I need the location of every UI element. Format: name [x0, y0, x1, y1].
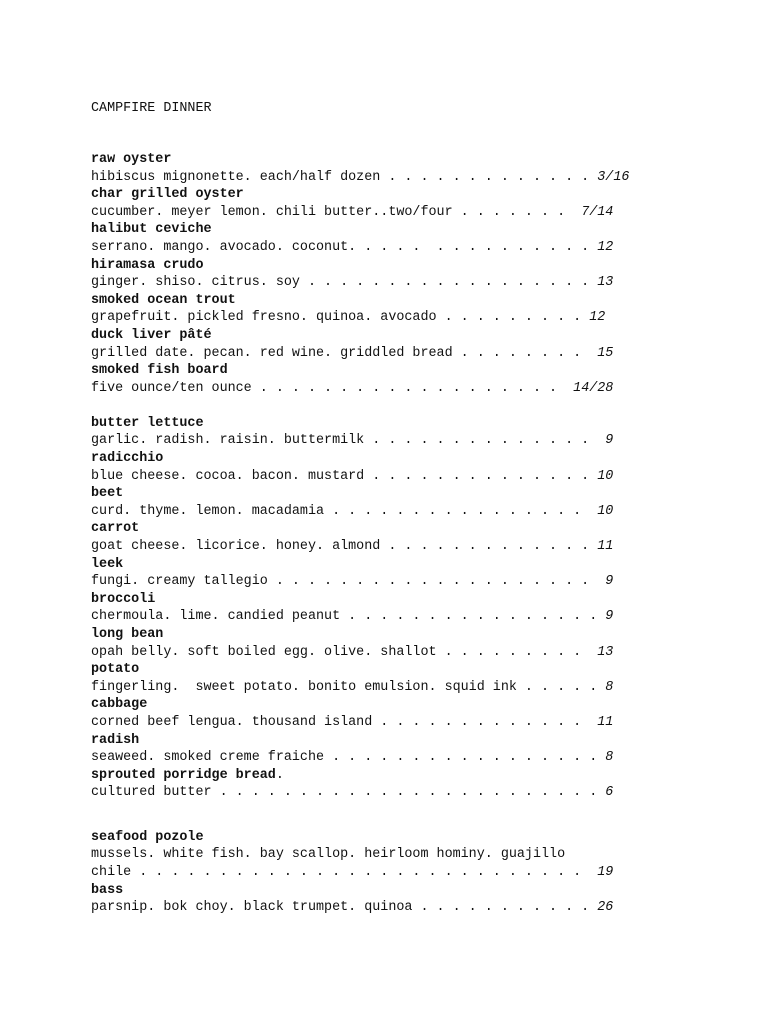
- menu-item-description: grilled date. pecan. red wine. griddled bread . . . . . . . .: [91, 345, 598, 361]
- menu-item-price: 7/14: [581, 204, 614, 220]
- menu-item-desc-row: [91, 239, 691, 257]
- menu-item-description: blue cheese. cocoa. bacon. mustard . . . . . . . . . . . . . .: [91, 468, 598, 484]
- menu-item-price: 9: [605, 609, 614, 625]
- menu-section: [91, 829, 691, 917]
- menu-item-price: 12: [589, 310, 606, 326]
- menu-item-name-row: [91, 732, 691, 750]
- menu-item-desc-row: [91, 204, 691, 222]
- menu-item: [91, 362, 691, 397]
- menu-item: [91, 767, 691, 802]
- menu-item-description: seaweed. smoked creme fraiche . . . . . . . . . . . . . . . . .: [91, 750, 606, 766]
- menu-item-price: 10: [597, 468, 614, 484]
- menu-item-desc-row: [91, 864, 691, 882]
- menu-item: [91, 829, 691, 882]
- menu-item-name: seafood pozole: [91, 829, 204, 845]
- menu-item-desc-row: [91, 309, 691, 327]
- menu-item-description: grapefruit. pickled fresno. quinoa. avocado . . . . . . . . .: [91, 310, 590, 326]
- menu-item-name-row: [91, 327, 691, 345]
- menu-item-price: 15: [597, 345, 614, 361]
- menu-item-description: serrano. mango. avocado. coconut. . . . . . . . . . . . . . .: [91, 239, 598, 255]
- menu-item-name: radish: [91, 732, 140, 748]
- menu-item-name-row: [91, 292, 691, 310]
- menu-item-name-row: [91, 882, 691, 900]
- menu-item-price: 12: [597, 239, 614, 255]
- menu-item: [91, 257, 691, 292]
- menu-item-name: bass: [91, 882, 124, 898]
- menu-item-name-row: [91, 221, 691, 239]
- menu-item-name: butter lettuce: [91, 415, 204, 431]
- menu-item-name: sprouted porridge bread: [91, 767, 276, 783]
- menu-item-price: 13: [597, 644, 614, 660]
- menu-item-name-row: [91, 520, 691, 538]
- menu-section: [91, 415, 691, 802]
- menu-item-name-row: [91, 626, 691, 644]
- menu-item-name-row: [91, 696, 691, 714]
- menu-item-name-row: [91, 257, 691, 275]
- menu-item-desc-row: [91, 784, 691, 802]
- menu-item-name: radicchio: [91, 451, 164, 466]
- menu-item-name-row: [91, 661, 691, 679]
- menu-item-desc-row: [91, 503, 691, 521]
- menu-item-name: carrot: [91, 521, 140, 537]
- menu-item: [91, 186, 691, 221]
- menu-item-description-continued: chile . . . . . . . . . . . . . . . . . . . . . . . . . . . .: [91, 865, 598, 881]
- menu-item: [91, 882, 691, 917]
- menu-item-name: smoked ocean trout: [91, 292, 236, 308]
- menu-item-price: 10: [597, 503, 614, 519]
- menu-item-price: 9: [605, 574, 614, 590]
- menu-item-description: corned beef lengua. thousand island . . . . . . . . . . . . .: [91, 714, 598, 730]
- menu-item-name: long bean: [91, 626, 164, 642]
- menu-item: [91, 292, 691, 327]
- menu-item-description: parsnip. bok choy. black trumpet. quinoa . . . . . . . . . . .: [91, 900, 598, 916]
- menu-item-price: 3/16: [597, 169, 630, 185]
- menu-item-price: 19: [597, 865, 614, 881]
- menu-item-price: 6: [605, 785, 614, 801]
- menu-item: [91, 591, 691, 626]
- menu-item: [91, 415, 691, 450]
- menu-item-name: halibut ceviche: [91, 222, 212, 238]
- menu-item-desc-row: [91, 538, 691, 556]
- menu-item-name-row: [91, 450, 691, 468]
- menu-item-name: cabbage: [91, 697, 148, 713]
- menu-item-desc-row: [91, 679, 691, 697]
- menu-item-description: chermoula. lime. candied peanut . . . . . . . . . . . . . . . .: [91, 609, 606, 625]
- menu-item-name-row: [91, 151, 691, 169]
- menu-item: [91, 696, 691, 731]
- menu-item-desc-row: [91, 846, 691, 864]
- menu-item-name-row: [91, 591, 691, 609]
- menu-item-price: 14/28: [573, 380, 614, 396]
- menu-item-name: duck liver pâté: [91, 327, 212, 343]
- menu-page: [91, 100, 691, 917]
- menu-item-desc-row: [91, 380, 691, 398]
- menu-sections: [91, 151, 691, 917]
- menu-item-price: 11: [597, 714, 614, 730]
- menu-item-desc-row: [91, 714, 691, 732]
- menu-item-name-row: [91, 186, 691, 204]
- menu-item: [91, 221, 691, 256]
- menu-item: [91, 485, 691, 520]
- menu-item: [91, 450, 691, 485]
- menu-item-description: cucumber. meyer lemon. chili butter..two/four . . . . . . .: [91, 204, 582, 220]
- menu-item-name-suffix: .: [275, 767, 284, 783]
- menu-item-name: raw oyster: [91, 152, 172, 167]
- menu-item-name-row: [91, 556, 691, 574]
- menu-item: [91, 556, 691, 591]
- menu-item: [91, 732, 691, 767]
- menu-item-description: ginger. shiso. citrus. soy . . . . . . . . . . . . . . . . . .: [91, 275, 598, 291]
- menu-item-price: 13: [597, 275, 614, 291]
- menu-item-description: fingerling. sweet potato. bonito emulsion. squid ink . . . . .: [91, 679, 606, 695]
- menu-item-description: goat cheese. licorice. honey. almond . . . . . . . . . . . . .: [91, 538, 598, 554]
- menu-item-description: mussels. white fish. bay scallop. heirloom hominy. guajillo: [91, 847, 566, 863]
- menu-item-desc-row: [91, 169, 691, 187]
- menu-item: [91, 327, 691, 362]
- menu-item-description: curd. thyme. lemon. macadamia . . . . . . . . . . . . . . . .: [91, 503, 598, 519]
- menu-item: [91, 661, 691, 696]
- menu-item-desc-row: [91, 608, 691, 626]
- menu-item: [91, 626, 691, 661]
- menu-item-price: 8: [605, 750, 614, 766]
- menu-item-desc-row: [91, 274, 691, 292]
- menu-item-description: hibiscus mignonette. each/half dozen . . . . . . . . . . . . .: [91, 169, 598, 185]
- menu-item-desc-row: [91, 468, 691, 486]
- menu-item-name: char grilled oyster: [91, 187, 244, 203]
- menu-item: [91, 520, 691, 555]
- menu-item-price: 26: [597, 900, 614, 916]
- menu-item-description: fungi. creamy tallegio . . . . . . . . . . . . . . . . . . . .: [91, 574, 606, 590]
- menu-item-description: garlic. radish. raisin. buttermilk . . . . . . . . . . . . . .: [91, 433, 606, 449]
- menu-item-desc-row: [91, 644, 691, 662]
- menu-section: [91, 151, 691, 397]
- menu-item-name-row: [91, 362, 691, 380]
- menu-item-name: smoked fish board: [91, 363, 228, 379]
- menu-item-desc-row: [91, 432, 691, 450]
- menu-item-price: 8: [605, 679, 614, 695]
- menu-item-description: opah belly. soft boiled egg. olive. shallot . . . . . . . . .: [91, 644, 598, 660]
- menu-item-name: hiramasa crudo: [91, 257, 204, 273]
- menu-item-name: potato: [91, 662, 140, 678]
- menu-item-desc-row: [91, 345, 691, 363]
- menu-item-price: 11: [597, 538, 614, 554]
- menu-item-description: cultured butter . . . . . . . . . . . . . . . . . . . . . . . .: [91, 785, 606, 801]
- menu-item-description: five ounce/ten ounce . . . . . . . . . . . . . . . . . . .: [91, 380, 574, 396]
- menu-item-name: broccoli: [91, 591, 156, 607]
- menu-item-desc-row: [91, 749, 691, 767]
- menu-item: [91, 151, 691, 186]
- menu-item-name: beet: [91, 486, 124, 502]
- menu-item-name-row: [91, 767, 691, 785]
- menu-item-name-row: [91, 829, 691, 847]
- menu-title: CAMPFIRE DINNER: [91, 101, 212, 116]
- menu-item-name-row: [91, 415, 691, 433]
- menu-item-name: leek: [91, 556, 124, 572]
- menu-item-name-row: [91, 485, 691, 503]
- menu-item-desc-row: [91, 573, 691, 591]
- menu-item-price: 9: [605, 433, 614, 449]
- menu-item-desc-row: [91, 899, 691, 917]
